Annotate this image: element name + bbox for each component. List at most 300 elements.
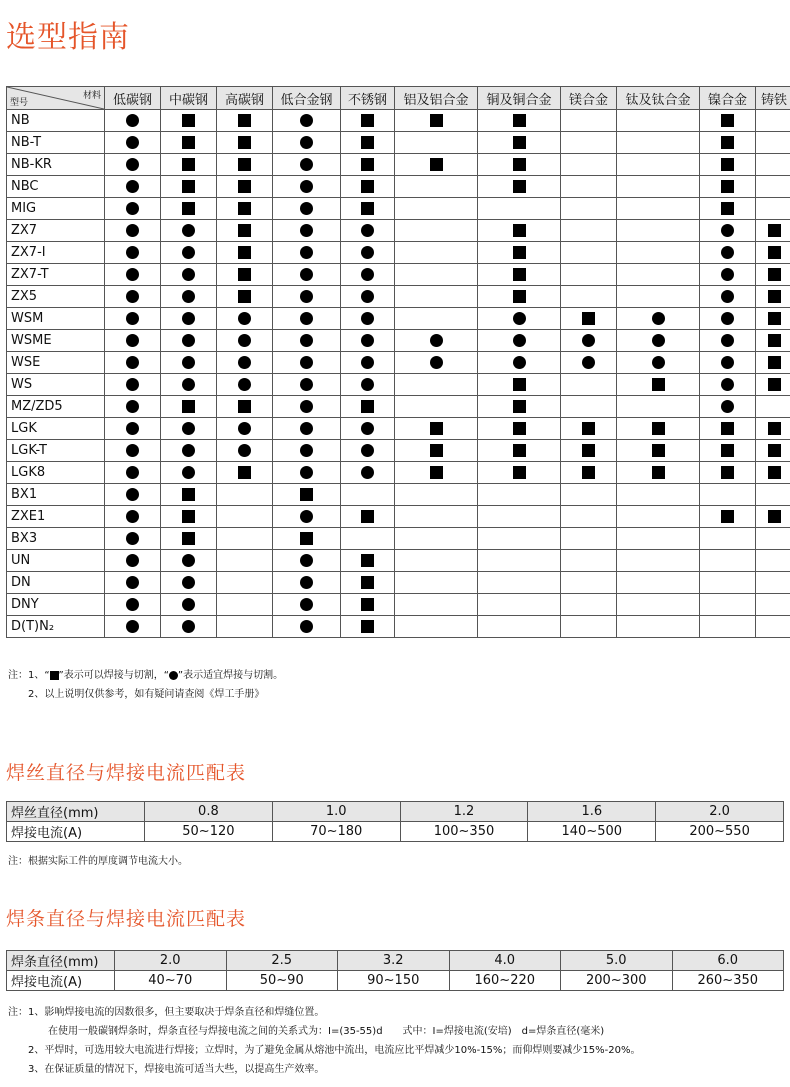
symbol-cell	[217, 506, 273, 528]
symbol-cell	[700, 286, 756, 308]
symbol-cell	[700, 572, 756, 594]
symbol-cell	[700, 594, 756, 616]
symbol-cell	[161, 220, 217, 242]
symbol-cell	[561, 176, 617, 198]
model-cell: ZX5	[7, 286, 105, 308]
rod-note-1: 注：1、影响焊接电流的因数很多，但主要取决于焊条直径和焊缝位置。	[8, 1007, 325, 1018]
symbol-cell	[700, 264, 756, 286]
dot-symbol-icon	[126, 532, 139, 545]
symbol-cell	[478, 462, 561, 484]
symbol-cell	[217, 308, 273, 330]
wire-current-cell: 140~500	[528, 822, 656, 842]
symbol-cell	[341, 308, 395, 330]
dot-symbol-icon	[721, 378, 734, 391]
symbol-cell	[561, 330, 617, 352]
symbol-cell	[617, 550, 700, 572]
symbol-cell	[341, 176, 395, 198]
symbol-cell	[561, 418, 617, 440]
symbol-cell	[395, 462, 478, 484]
wire-note: 注：根据实际工件的厚度调节电流大小。	[8, 856, 188, 867]
symbol-cell	[217, 440, 273, 462]
dot-symbol-icon	[721, 246, 734, 259]
symbol-cell	[217, 132, 273, 154]
square-symbol-icon	[513, 400, 526, 413]
symbol-cell	[700, 352, 756, 374]
symbol-cell	[161, 264, 217, 286]
dot-symbol-icon	[513, 356, 526, 369]
model-cell: DN	[7, 572, 105, 594]
symbol-cell	[273, 154, 341, 176]
square-symbol-icon	[238, 290, 251, 303]
symbol-cell	[217, 176, 273, 198]
symbol-cell	[617, 286, 700, 308]
symbol-cell	[273, 264, 341, 286]
dot-symbol-icon	[238, 422, 251, 435]
symbol-cell	[478, 176, 561, 198]
dot-symbol-icon	[126, 466, 139, 479]
symbol-cell	[617, 396, 700, 418]
wire-diameter-cell: 2.0	[656, 802, 784, 822]
square-symbol-icon	[182, 180, 195, 193]
symbol-cell	[217, 396, 273, 418]
header-corner-cell	[7, 87, 105, 110]
square-symbol-icon	[430, 422, 443, 435]
dot-symbol-icon	[182, 334, 195, 347]
dot-symbol-icon	[721, 312, 734, 325]
symbol-cell	[161, 462, 217, 484]
square-symbol-icon	[238, 180, 251, 193]
dot-symbol-icon	[582, 334, 595, 347]
symbol-cell	[478, 594, 561, 616]
model-cell: UN	[7, 550, 105, 572]
dot-symbol-icon	[182, 312, 195, 325]
symbol-cell	[217, 572, 273, 594]
symbol-cell	[341, 374, 395, 396]
dot-symbol-icon	[126, 290, 139, 303]
symbol-cell	[617, 132, 700, 154]
symbol-cell	[395, 176, 478, 198]
symbol-cell	[700, 374, 756, 396]
dot-symbol-icon	[238, 378, 251, 391]
symbol-cell	[341, 572, 395, 594]
symbol-cell	[161, 308, 217, 330]
square-symbol-icon	[182, 114, 195, 127]
square-symbol-icon	[768, 378, 781, 391]
model-cell: LGK8	[7, 462, 105, 484]
square-symbol-icon	[300, 532, 313, 545]
symbol-cell	[617, 374, 700, 396]
symbol-cell	[217, 484, 273, 506]
rod-diameter-cell: 3.2	[338, 951, 450, 971]
square-symbol-icon	[768, 466, 781, 479]
dot-symbol-icon	[361, 466, 374, 479]
dot-symbol-icon	[169, 671, 178, 680]
symbol-cell	[561, 572, 617, 594]
rod-notes	[8, 1003, 641, 1079]
symbol-cell	[756, 198, 790, 220]
corner-model-label: 型号	[10, 98, 29, 108]
symbol-cell	[561, 616, 617, 638]
symbol-cell	[273, 242, 341, 264]
symbol-cell	[341, 440, 395, 462]
symbol-cell	[395, 506, 478, 528]
symbol-cell	[561, 550, 617, 572]
symbol-cell	[756, 352, 790, 374]
symbol-cell	[478, 242, 561, 264]
square-symbol-icon	[182, 510, 195, 523]
symbol-cell	[478, 352, 561, 374]
symbol-cell	[756, 550, 790, 572]
rod-current-cell: 40~70	[115, 971, 227, 991]
symbol-cell	[478, 506, 561, 528]
material-header: 高碳钢	[217, 87, 273, 110]
symbol-cell	[273, 110, 341, 132]
symbol-cell	[273, 572, 341, 594]
square-symbol-icon	[361, 620, 374, 633]
symbol-cell	[161, 132, 217, 154]
dot-symbol-icon	[300, 554, 313, 567]
symbol-cell	[105, 528, 161, 550]
symbol-cell	[756, 616, 790, 638]
symbol-cell	[756, 330, 790, 352]
square-symbol-icon	[721, 158, 734, 171]
symbol-cell	[756, 440, 790, 462]
square-symbol-icon	[768, 268, 781, 281]
rod-current-cell: 160~220	[449, 971, 561, 991]
symbol-cell	[161, 242, 217, 264]
square-symbol-icon	[582, 466, 595, 479]
symbol-cell	[617, 352, 700, 374]
symbol-cell	[105, 110, 161, 132]
symbol-cell	[273, 396, 341, 418]
dot-symbol-icon	[126, 246, 139, 259]
dot-symbol-icon	[513, 312, 526, 325]
symbol-cell	[700, 418, 756, 440]
symbol-cell	[395, 154, 478, 176]
symbol-cell	[105, 572, 161, 594]
symbol-cell	[617, 462, 700, 484]
symbol-cell	[617, 616, 700, 638]
square-symbol-icon	[513, 114, 526, 127]
symbol-cell	[105, 550, 161, 572]
dot-symbol-icon	[361, 422, 374, 435]
material-header: 铝及铝合金	[395, 87, 478, 110]
material-header: 镍合金	[700, 87, 756, 110]
symbol-cell	[341, 418, 395, 440]
model-cell: ZX7-I	[7, 242, 105, 264]
table-row	[7, 616, 790, 638]
symbol-cell	[161, 572, 217, 594]
square-symbol-icon	[768, 312, 781, 325]
symbol-cell	[273, 440, 341, 462]
symbol-cell	[217, 264, 273, 286]
square-symbol-icon	[238, 114, 251, 127]
symbol-cell	[478, 550, 561, 572]
symbol-cell	[756, 594, 790, 616]
dot-symbol-icon	[300, 400, 313, 413]
square-symbol-icon	[721, 202, 734, 215]
dot-symbol-icon	[300, 466, 313, 479]
square-symbol-icon	[361, 598, 374, 611]
rod-diameter-cell: 5.0	[561, 951, 673, 971]
symbol-cell	[161, 154, 217, 176]
symbol-cell	[395, 550, 478, 572]
symbol-cell	[395, 440, 478, 462]
dot-symbol-icon	[126, 620, 139, 633]
symbol-cell	[341, 242, 395, 264]
square-symbol-icon	[582, 422, 595, 435]
symbol-cell	[617, 528, 700, 550]
symbol-cell	[561, 154, 617, 176]
square-symbol-icon	[182, 202, 195, 215]
dot-symbol-icon	[126, 224, 139, 237]
symbol-cell	[395, 220, 478, 242]
symbol-cell	[217, 330, 273, 352]
table-row	[7, 176, 790, 198]
symbol-cell	[478, 616, 561, 638]
symbol-cell	[105, 242, 161, 264]
dot-symbol-icon	[126, 158, 139, 171]
dot-symbol-icon	[182, 598, 195, 611]
square-symbol-icon	[768, 510, 781, 523]
symbol-cell	[561, 396, 617, 418]
symbol-cell	[105, 198, 161, 220]
dot-symbol-icon	[513, 334, 526, 347]
table-row	[7, 550, 790, 572]
square-symbol-icon	[182, 136, 195, 149]
table-row	[7, 110, 790, 132]
model-cell: WSE	[7, 352, 105, 374]
square-symbol-icon	[300, 488, 313, 501]
dot-symbol-icon	[182, 356, 195, 369]
symbol-cell	[478, 132, 561, 154]
square-symbol-icon	[721, 444, 734, 457]
symbol-cell	[105, 154, 161, 176]
wire-diameter-cell: 0.8	[145, 802, 273, 822]
square-symbol-icon	[361, 400, 374, 413]
material-header: 镁合金	[561, 87, 617, 110]
dot-symbol-icon	[361, 224, 374, 237]
symbol-cell	[273, 330, 341, 352]
symbol-cell	[273, 550, 341, 572]
dot-symbol-icon	[582, 356, 595, 369]
symbol-cell	[395, 286, 478, 308]
symbol-cell	[105, 616, 161, 638]
symbol-cell	[341, 550, 395, 572]
symbol-cell	[395, 594, 478, 616]
symbol-cell	[161, 330, 217, 352]
square-symbol-icon	[50, 671, 59, 680]
symbol-cell	[105, 220, 161, 242]
dot-symbol-icon	[126, 378, 139, 391]
symbol-cell	[561, 374, 617, 396]
symbol-cell	[700, 132, 756, 154]
table-row	[7, 440, 790, 462]
symbol-cell	[561, 440, 617, 462]
square-symbol-icon	[238, 268, 251, 281]
square-symbol-icon	[768, 246, 781, 259]
model-cell: ZX7-T	[7, 264, 105, 286]
dot-symbol-icon	[300, 510, 313, 523]
dot-symbol-icon	[182, 378, 195, 391]
dot-symbol-icon	[126, 180, 139, 193]
symbol-cell	[341, 396, 395, 418]
square-symbol-icon	[513, 268, 526, 281]
square-symbol-icon	[513, 136, 526, 149]
square-symbol-icon	[361, 114, 374, 127]
dot-symbol-icon	[300, 378, 313, 391]
symbol-cell	[395, 352, 478, 374]
symbol-cell	[217, 154, 273, 176]
symbol-cell	[756, 176, 790, 198]
rod-diameter-row	[7, 951, 784, 971]
symbol-cell	[395, 396, 478, 418]
model-cell: WS	[7, 374, 105, 396]
symbol-cell	[478, 418, 561, 440]
symbol-cell	[617, 572, 700, 594]
dot-symbol-icon	[238, 312, 251, 325]
wire-current-label: 焊接电流(A)	[7, 822, 145, 842]
symbol-cell	[273, 418, 341, 440]
symbol-cell	[756, 572, 790, 594]
dot-symbol-icon	[300, 576, 313, 589]
wire-diameter-cell: 1.2	[400, 802, 528, 822]
symbol-cell	[161, 484, 217, 506]
square-symbol-icon	[513, 180, 526, 193]
symbol-cell	[700, 396, 756, 418]
symbol-cell	[478, 484, 561, 506]
square-symbol-icon	[361, 576, 374, 589]
table-row	[7, 308, 790, 330]
symbol-cell	[395, 572, 478, 594]
table-row	[7, 484, 790, 506]
square-symbol-icon	[361, 158, 374, 171]
dot-symbol-icon	[182, 268, 195, 281]
table-row	[7, 286, 790, 308]
dot-symbol-icon	[721, 400, 734, 413]
symbol-cell	[273, 374, 341, 396]
symbol-cell	[217, 462, 273, 484]
symbol-cell	[478, 264, 561, 286]
symbol-cell	[700, 462, 756, 484]
square-symbol-icon	[513, 378, 526, 391]
dot-symbol-icon	[300, 312, 313, 325]
symbol-cell	[478, 330, 561, 352]
symbol-cell	[161, 286, 217, 308]
symbol-cell	[273, 616, 341, 638]
material-header: 铸铁	[756, 87, 790, 110]
dot-symbol-icon	[126, 422, 139, 435]
symbol-cell	[700, 616, 756, 638]
dot-symbol-icon	[721, 290, 734, 303]
square-symbol-icon	[238, 158, 251, 171]
table-row	[7, 264, 790, 286]
square-symbol-icon	[361, 510, 374, 523]
symbol-cell	[617, 176, 700, 198]
symbol-cell	[273, 176, 341, 198]
symbol-cell	[341, 528, 395, 550]
wire-current-cell: 100~350	[400, 822, 528, 842]
symbol-cell	[395, 528, 478, 550]
model-cell: ZXE1	[7, 506, 105, 528]
symbol-cell	[161, 440, 217, 462]
dot-symbol-icon	[126, 114, 139, 127]
dot-symbol-icon	[361, 290, 374, 303]
wire-diameter-cell: 1.6	[528, 802, 656, 822]
table-row	[7, 572, 790, 594]
table-row	[7, 506, 790, 528]
symbol-cell	[395, 242, 478, 264]
dot-symbol-icon	[126, 136, 139, 149]
wire-diameter-row	[7, 802, 784, 822]
dot-symbol-icon	[652, 312, 665, 325]
symbol-cell	[105, 506, 161, 528]
symbol-cell	[478, 308, 561, 330]
symbol-cell	[273, 462, 341, 484]
symbol-cell	[217, 198, 273, 220]
square-symbol-icon	[182, 158, 195, 171]
dot-symbol-icon	[300, 334, 313, 347]
table-row	[7, 352, 790, 374]
symbol-cell	[395, 198, 478, 220]
symbol-cell	[273, 484, 341, 506]
symbol-cell	[617, 440, 700, 462]
symbol-cell	[478, 572, 561, 594]
symbol-cell	[217, 528, 273, 550]
square-symbol-icon	[430, 114, 443, 127]
square-symbol-icon	[721, 422, 734, 435]
dot-symbol-icon	[652, 334, 665, 347]
dot-symbol-icon	[361, 444, 374, 457]
symbol-cell	[341, 198, 395, 220]
model-cell: NB-T	[7, 132, 105, 154]
symbol-cell	[478, 220, 561, 242]
square-symbol-icon	[652, 422, 665, 435]
symbol-cell	[341, 286, 395, 308]
square-symbol-icon	[238, 224, 251, 237]
dot-symbol-icon	[361, 334, 374, 347]
symbol-cell	[561, 484, 617, 506]
rod-current-cell: 50~90	[226, 971, 338, 991]
table-row	[7, 594, 790, 616]
symbol-cell	[217, 352, 273, 374]
square-symbol-icon	[238, 400, 251, 413]
model-cell: WSM	[7, 308, 105, 330]
square-symbol-icon	[652, 466, 665, 479]
table-row	[7, 462, 790, 484]
rod-diameter-label: 焊条直径(mm)	[7, 951, 115, 971]
symbol-cell	[617, 154, 700, 176]
symbol-cell	[756, 154, 790, 176]
dot-symbol-icon	[300, 598, 313, 611]
dot-symbol-icon	[126, 510, 139, 523]
material-header: 钛及钛合金	[617, 87, 700, 110]
symbol-cell	[756, 484, 790, 506]
note-line-1: 注：1、“ ”表示可以焊接与切割，“ ”表示适宜焊接与切割。	[8, 670, 284, 681]
dot-symbol-icon	[361, 246, 374, 259]
square-symbol-icon	[513, 246, 526, 259]
square-symbol-icon	[361, 136, 374, 149]
wire-current-cell: 200~550	[656, 822, 784, 842]
dot-symbol-icon	[300, 224, 313, 237]
model-cell: WSME	[7, 330, 105, 352]
symbol-cell	[700, 154, 756, 176]
symbol-cell	[561, 198, 617, 220]
symbol-cell	[756, 264, 790, 286]
table-row	[7, 198, 790, 220]
symbol-cell	[478, 154, 561, 176]
symbol-cell	[478, 396, 561, 418]
